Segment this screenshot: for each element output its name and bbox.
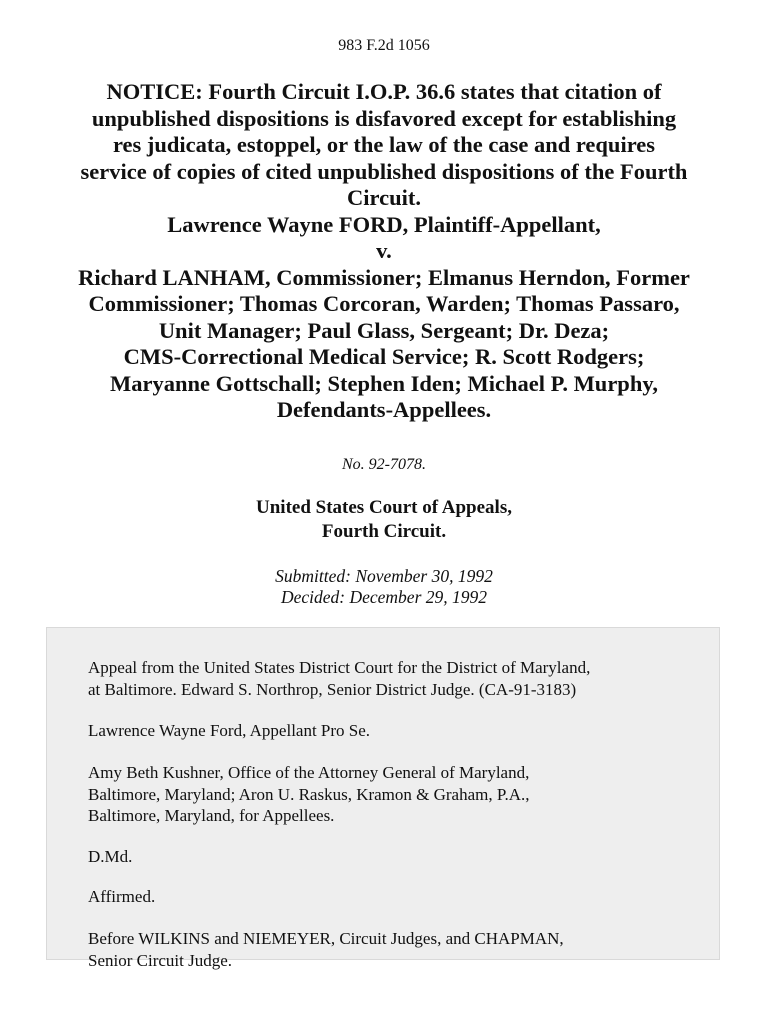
appellant-counsel: Lawrence Wayne Ford, Appellant Pro Se. [88, 721, 371, 740]
caption-line: v. [376, 238, 392, 263]
caption-line: Richard LANHAM, Commissioner; Elmanus Herndon, Former [78, 264, 690, 290]
notice-line: NOTICE: Fourth Circuit I.O.P. 36.6 states that citation of [106, 79, 662, 104]
appeal-info: Appeal from the United States District Court for the District of Maryland, at Baltimore. Edward S. Northrop, Senior District Judge. (CA-91-3183) [88, 658, 591, 699]
notice-line: res judicata, estoppel, or the law of the case and requires [112, 132, 656, 157]
caption-line: Maryanne Gottschall; Stephen Iden; Michael P. Murphy, [110, 370, 658, 396]
panel-judges: Before WILKINS and NIEMEYER, Circuit Judges, and CHAPMAN, Senior Circuit Judge. [88, 929, 564, 970]
caption-line: Commissioner; Thomas Corcoran, Warden; Thomas Passaro, [88, 291, 680, 316]
appellees-counsel: Amy Beth Kushner, Office of the Attorney General of Maryland, Baltimore, Maryland; Aron U. Raskus, Kramon & Graham, P.A., Baltimore, Maryland, for Appellees. [88, 763, 530, 825]
submitted-date: Submitted: November 30, 1992 [275, 566, 493, 586]
caption-line: CMS-Correctional Medical Service; R. Scott Rodgers; [123, 344, 645, 369]
court-name [0, 496, 768, 544]
case-heading [30, 79, 738, 424]
notice-line: unpublished dispositions is disfavored except for establishing [91, 105, 677, 131]
court-line: Fourth Circuit. [321, 521, 447, 542]
district-code: D.Md. [88, 847, 133, 866]
disposition: Affirmed. [88, 887, 156, 906]
docket-number: No. 92-7078. [342, 456, 426, 473]
case-dates [0, 566, 768, 608]
notice-line: service of copies of cited unpublished dispositions of the Fourth [80, 158, 688, 184]
notice-line: Circuit. [347, 185, 421, 210]
caption-line: Unit Manager; Paul Glass, Sergeant; Dr. Deza; [158, 317, 610, 343]
caption-line: Lawrence Wayne FORD, Plaintiff-Appellant, [167, 211, 601, 237]
caption-line: Defendants-Appellees. [276, 397, 492, 422]
case-details-box [46, 627, 720, 970]
court-line: United States Court of Appeals, [256, 497, 512, 518]
reporter-citation: 983 F.2d 1056 [338, 37, 430, 54]
decided-date: Decided: December 29, 1992 [280, 587, 488, 607]
